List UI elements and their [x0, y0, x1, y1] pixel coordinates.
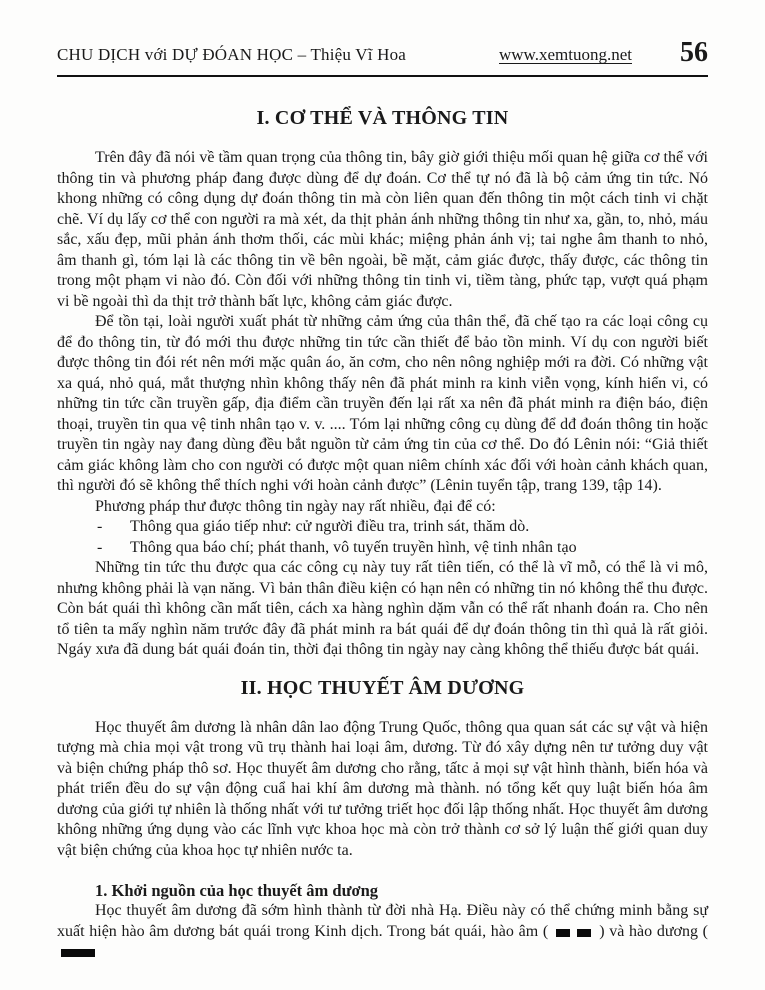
paragraph-5: Học thuyết âm dương là nhân dân lao động Trung Quốc, thông qua quan sát các sự vật và hiện tượng mà chia mọi vật trong vũ trụ thành hai loại âm, dương. Từ đó xây dựng nên tư tưởng duy vật và biện chứng pháp thô sơ. Học thuyết âm dương cho rằng, tấtc ả mọi sự vật hình thành, biến hóa và phát triển đều do sự vận động cuẩ hai khí âm dương mà thành. nó tổng kết quy luật biến hóa âm dương của giới tự nhiên là thống nhất với tư tưởng triết học đối lập thống nhất. Học thuyết âm dương không những ứng dụng vào các lĩnh vực khoa học mà còn trở thành cơ sở lý luận thế giới quan duy vật biện chứng của khoa học tự nhiên nước ta.: [57, 718, 708, 859]
paragraph-3: Phương pháp thư được thông tin ngày nay rất nhiều, đại để có:: [95, 497, 496, 515]
list-item: [57, 517, 708, 538]
paragraph-1: Trên đây đã nói về tầm quan trọng của thông tin, bây giờ giới thiệu mối quan hệ giữa cơ thể với thông tin và phương pháp đang được dùng để dự đoán. Cơ thể tự nó đã là bộ cảm ứng tin tức. Nó khong những có công dụng dự đoán thông tin mà còn liên quan đến thông tin một cách tinh vi chặt chẽ. Ví dụ lấy cơ thể con người ra mà xét, da thịt phản ánh những thông tin như xa, gần, to, nhỏ, máu sắc, xấu đẹp, mũi phản ánh thơm thối, các mùi khác; miệng phản ánh vị; tai nghe âm thanh to nhỏ, âm thanh gì, tóm lại là các thông tin về bên ngoài, bề mặt, cảm giác được, thấy được, các thông tin trong một phạm vi nào đó. Còn đối với những thông tin tinh vi, tiềm tàng, phức tạp, vượt quá phạm vi bề ngoài thì da thịt trở thành bất lực, không cảm giác được.: [57, 149, 708, 310]
book-title: CHU DỊCH với DỰ ĐÓAN HỌC – Thiệu Vĩ Hoa: [57, 45, 407, 65]
website-link[interactable]: www.xemtuong.net: [499, 45, 632, 65]
list-item-text: Thông qua báo chí; phát thanh, vô tuyến truyền hình, vệ tinh nhân tạo: [130, 538, 577, 556]
paragraph-6: [57, 901, 708, 963]
section-1-heading: I. CƠ THỂ VÀ THÔNG TIN: [256, 107, 509, 130]
list-item-text: Thông qua giáo tiếp như: cử người điều tra, trinh sát, thăm dò.: [130, 518, 530, 536]
yang-solid-line-icon: [61, 949, 95, 957]
bullet-list: [57, 517, 708, 558]
paragraph-6-text-a: Học thuyết âm dương đã sớm hình thành từ đời nhà Hạ. Điều này có thể chứng minh bằng sự xuất hiện hào âm dương bát quái trong Kinh dịch. Trong bát quái, hào âm (: [57, 902, 708, 940]
dash-marker: -: [97, 538, 103, 556]
section-2-heading: II. HỌC THUYẾT ÂM DƯƠNG: [240, 676, 525, 699]
paragraph-6-text-b: ) và hào dương (: [599, 922, 708, 940]
paragraph-2: Để tồn tại, loài người xuất phát từ những cảm ứng của thân thể, đã chế tạo ra các loại công cụ để đo thông tin, từ đó mới thu được những tin tức cần thiết để bảo tồn minh. Ví dụ con người biết được thông tin đói rét nên mới mặc quân áo, ăn cơm, cho nên nông nghiệp mới ra đời. Có những vật xa quá, nhỏ quá, mắt thượng nhìn không thấy nên đã phát minh ra kinh viễn vọng, kính hiển vi, có những tin tức cần truyền gấp, địa điểm cần truyền đến lại rất xa nên đã phát minh ra điện báo, điện thoại, truyền tin qua vệ tinh nhân tạo v. v. .... Tóm lại những công cụ dùng để dđ đoán thông tin hoặc truyền tin ngày nay đang dùng đều bắt nguồn từ cảm ứng tin của cơ thể. Do đó Lênin nói: “Giả thiết cảm giác không làm cho con người có được một quan niêm chính xác đối với hoàn cảnh khách quan, thì người đó sẽ không thể thích nghi với hoàn cảnh được” (Lênin tuyển tập, trang 139, tập 14).: [57, 313, 708, 495]
subsection-heading: 1. Khởi nguồn của học thuyết âm dương: [95, 881, 379, 901]
page-header: [57, 37, 708, 77]
page-number: 56: [680, 37, 708, 68]
yin-broken-line-icon: [556, 929, 591, 937]
dash-marker: -: [97, 518, 103, 536]
list-item: [57, 538, 708, 559]
paragraph-4: Những tin tức thu được qua các công cụ này tuy rất tiên tiến, có thể là vĩ mỗ, có thể là vi mô, nhưng không phải là vạn năng. Vì bản thân điều kiện có hạn nên có những tin nó không thể thu được. Còn bát quái thì không cần mất tiên, cách xa hàng nghìn dặm vẫn có thể rất nhanh đoán ra. Cho nên tổ tiên ta mấy nghìn năm trước đây đã phát minh ra bát quái để dự đoán thông tin thì quả là rất giỏi. Ngáy xưa đã dung bát quái đoán tin, thời đại thông tin ngày nay càng không thể thiếu được bát quái.: [57, 559, 708, 659]
